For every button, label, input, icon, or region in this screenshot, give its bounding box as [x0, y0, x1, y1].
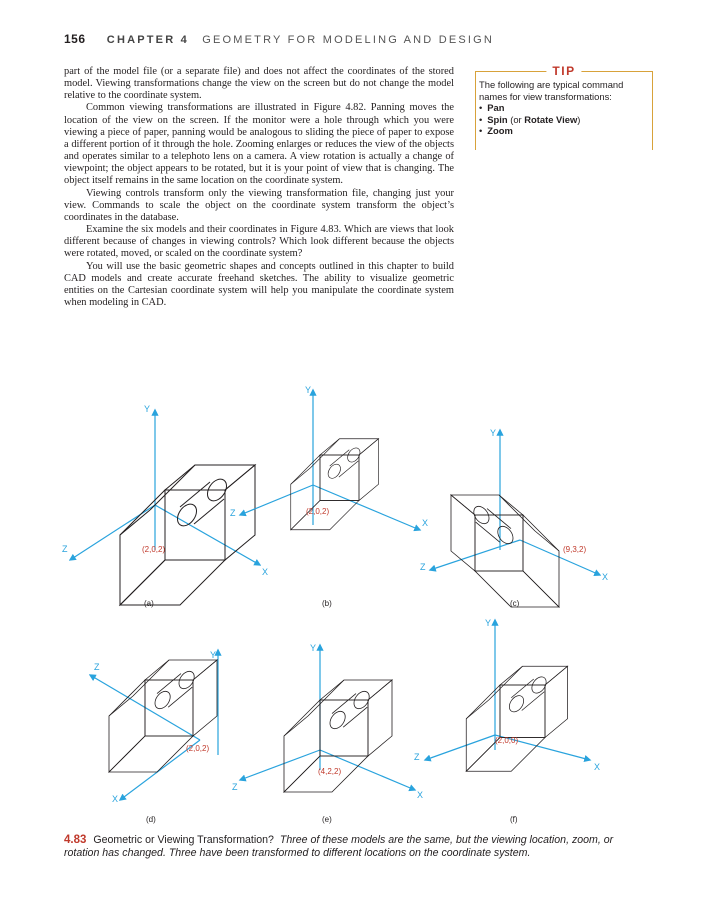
chapter-title: GEOMETRY FOR MODELING AND DESIGN: [202, 34, 495, 46]
x-axis-label: X: [112, 794, 119, 804]
x-axis: [520, 540, 600, 575]
paragraph: Examine the six models and their coordinates in Figure 4.83. Which are views that look different because of changes in viewing controls? Which look different because the objects were rotated, moved, or scaled on the coordinate system?: [64, 224, 454, 260]
tip-list: [476, 102, 652, 137]
x-axis-label: X: [417, 790, 424, 800]
y-axis-label: Y: [210, 650, 217, 660]
tip-title: TIP: [546, 64, 581, 78]
panel-label: (a): [144, 599, 154, 608]
running-header: [64, 32, 494, 46]
coordinate-label: (2,0,2): [142, 545, 166, 554]
tip-item-pan: • Pan: [479, 102, 652, 114]
panel-d: [90, 650, 218, 824]
panel-b: [230, 385, 428, 608]
body-text: [64, 66, 454, 309]
figure-caption: [64, 834, 634, 860]
paragraph: Viewing controls transform only the viewing transformation file, changing just your view. Commands to scale the object on the coordinate system transform the object’s coordinates in the database.: [64, 187, 454, 223]
caption-number: 4.83: [64, 834, 87, 846]
figure-4-83: [0, 380, 702, 830]
z-axis-label: Z: [94, 662, 100, 672]
chapter-label: CHAPTER 4: [106, 34, 189, 46]
z-axis-label: Z: [232, 782, 238, 792]
y-axis-label: Y: [490, 428, 497, 438]
panel-label: (b): [322, 599, 332, 608]
y-axis-label: Y: [144, 404, 151, 414]
model-block: [291, 439, 379, 530]
model-block: [109, 660, 217, 772]
page-number: 156: [64, 32, 86, 46]
z-axis-label: Z: [62, 544, 68, 554]
coordinate-label: (2,0,2): [186, 744, 210, 753]
z-axis-label: Z: [230, 508, 236, 518]
y-axis-label: Y: [310, 643, 317, 653]
paragraph: You will use the basic geometric shapes and concepts outlined in this chapter to build CAD models and create accurate freehand sketches. The ability to visualize geometric entities on the Cartesian coordinate system will help you manipulate the coordinate system when modeling in CAD.: [64, 260, 454, 308]
coordinate-label: (2,0,0): [495, 736, 519, 745]
z-axis-label: Z: [414, 752, 420, 762]
coordinate-label: (4,2,2): [318, 767, 342, 776]
coordinate-label: (2,0,2): [306, 507, 330, 516]
panel-c: [420, 428, 608, 608]
caption-description: Three of these models are the same, but the viewing location, zoom, or rotation has changed. Three have been transformed to different locations on the coordinate system.: [64, 834, 614, 859]
x-axis-label: X: [602, 572, 609, 582]
panel-label: (f): [510, 815, 518, 824]
tip-item-spin: • Spin (or Rotate View): [479, 114, 652, 126]
tip-item-zoom: • Zoom: [479, 125, 652, 137]
x-axis-label: X: [422, 518, 429, 528]
tip-intro: The following are typical command names for view transformations:: [479, 79, 624, 102]
z-axis: [240, 485, 313, 515]
y-axis-label: Y: [485, 618, 492, 628]
z-axis: [240, 750, 320, 780]
coordinate-label: (9,3,2): [563, 545, 587, 554]
panel-label: (d): [146, 815, 156, 824]
model-block: [120, 465, 255, 605]
z-axis-label: Z: [420, 562, 426, 572]
tip-box: [475, 64, 653, 150]
caption-title: Geometric or Viewing Transformation?: [93, 834, 274, 846]
panel-e: [232, 643, 423, 824]
model-block: [451, 495, 559, 607]
x-axis-label: X: [262, 567, 269, 577]
panel-a: [62, 404, 268, 608]
model-block: [466, 666, 567, 771]
paragraph: part of the model file (or a separate file) and does not affect the coordinates of the stored model. Viewing transformations change the view on the screen but do not change the model relative to the coordinate system.: [64, 66, 454, 102]
panel-label: (e): [322, 815, 332, 824]
z-axis: [425, 735, 495, 760]
panel-label: (c): [510, 599, 520, 608]
x-axis-label: X: [594, 762, 601, 772]
y-axis-label: Y: [305, 385, 312, 395]
x-axis: [155, 505, 260, 565]
panel-f: [414, 618, 600, 824]
paragraph: Common viewing transformations are illustrated in Figure 4.82. Panning moves the location of the view on the screen. If the monitor were a hole through which you were viewing a piece of paper, panning would be analogous to sliding the piece of paper to expose a different portion of it through the hole. Zooming enlarges or reduces the view of the objects and operates similar to a telephoto lens on a camera. A view rotation is actually a change of viewpoint; the object appears to be rotated, but it is your point of view that is changing. The object itself remains in the same location on the coordinate system.: [64, 102, 454, 187]
